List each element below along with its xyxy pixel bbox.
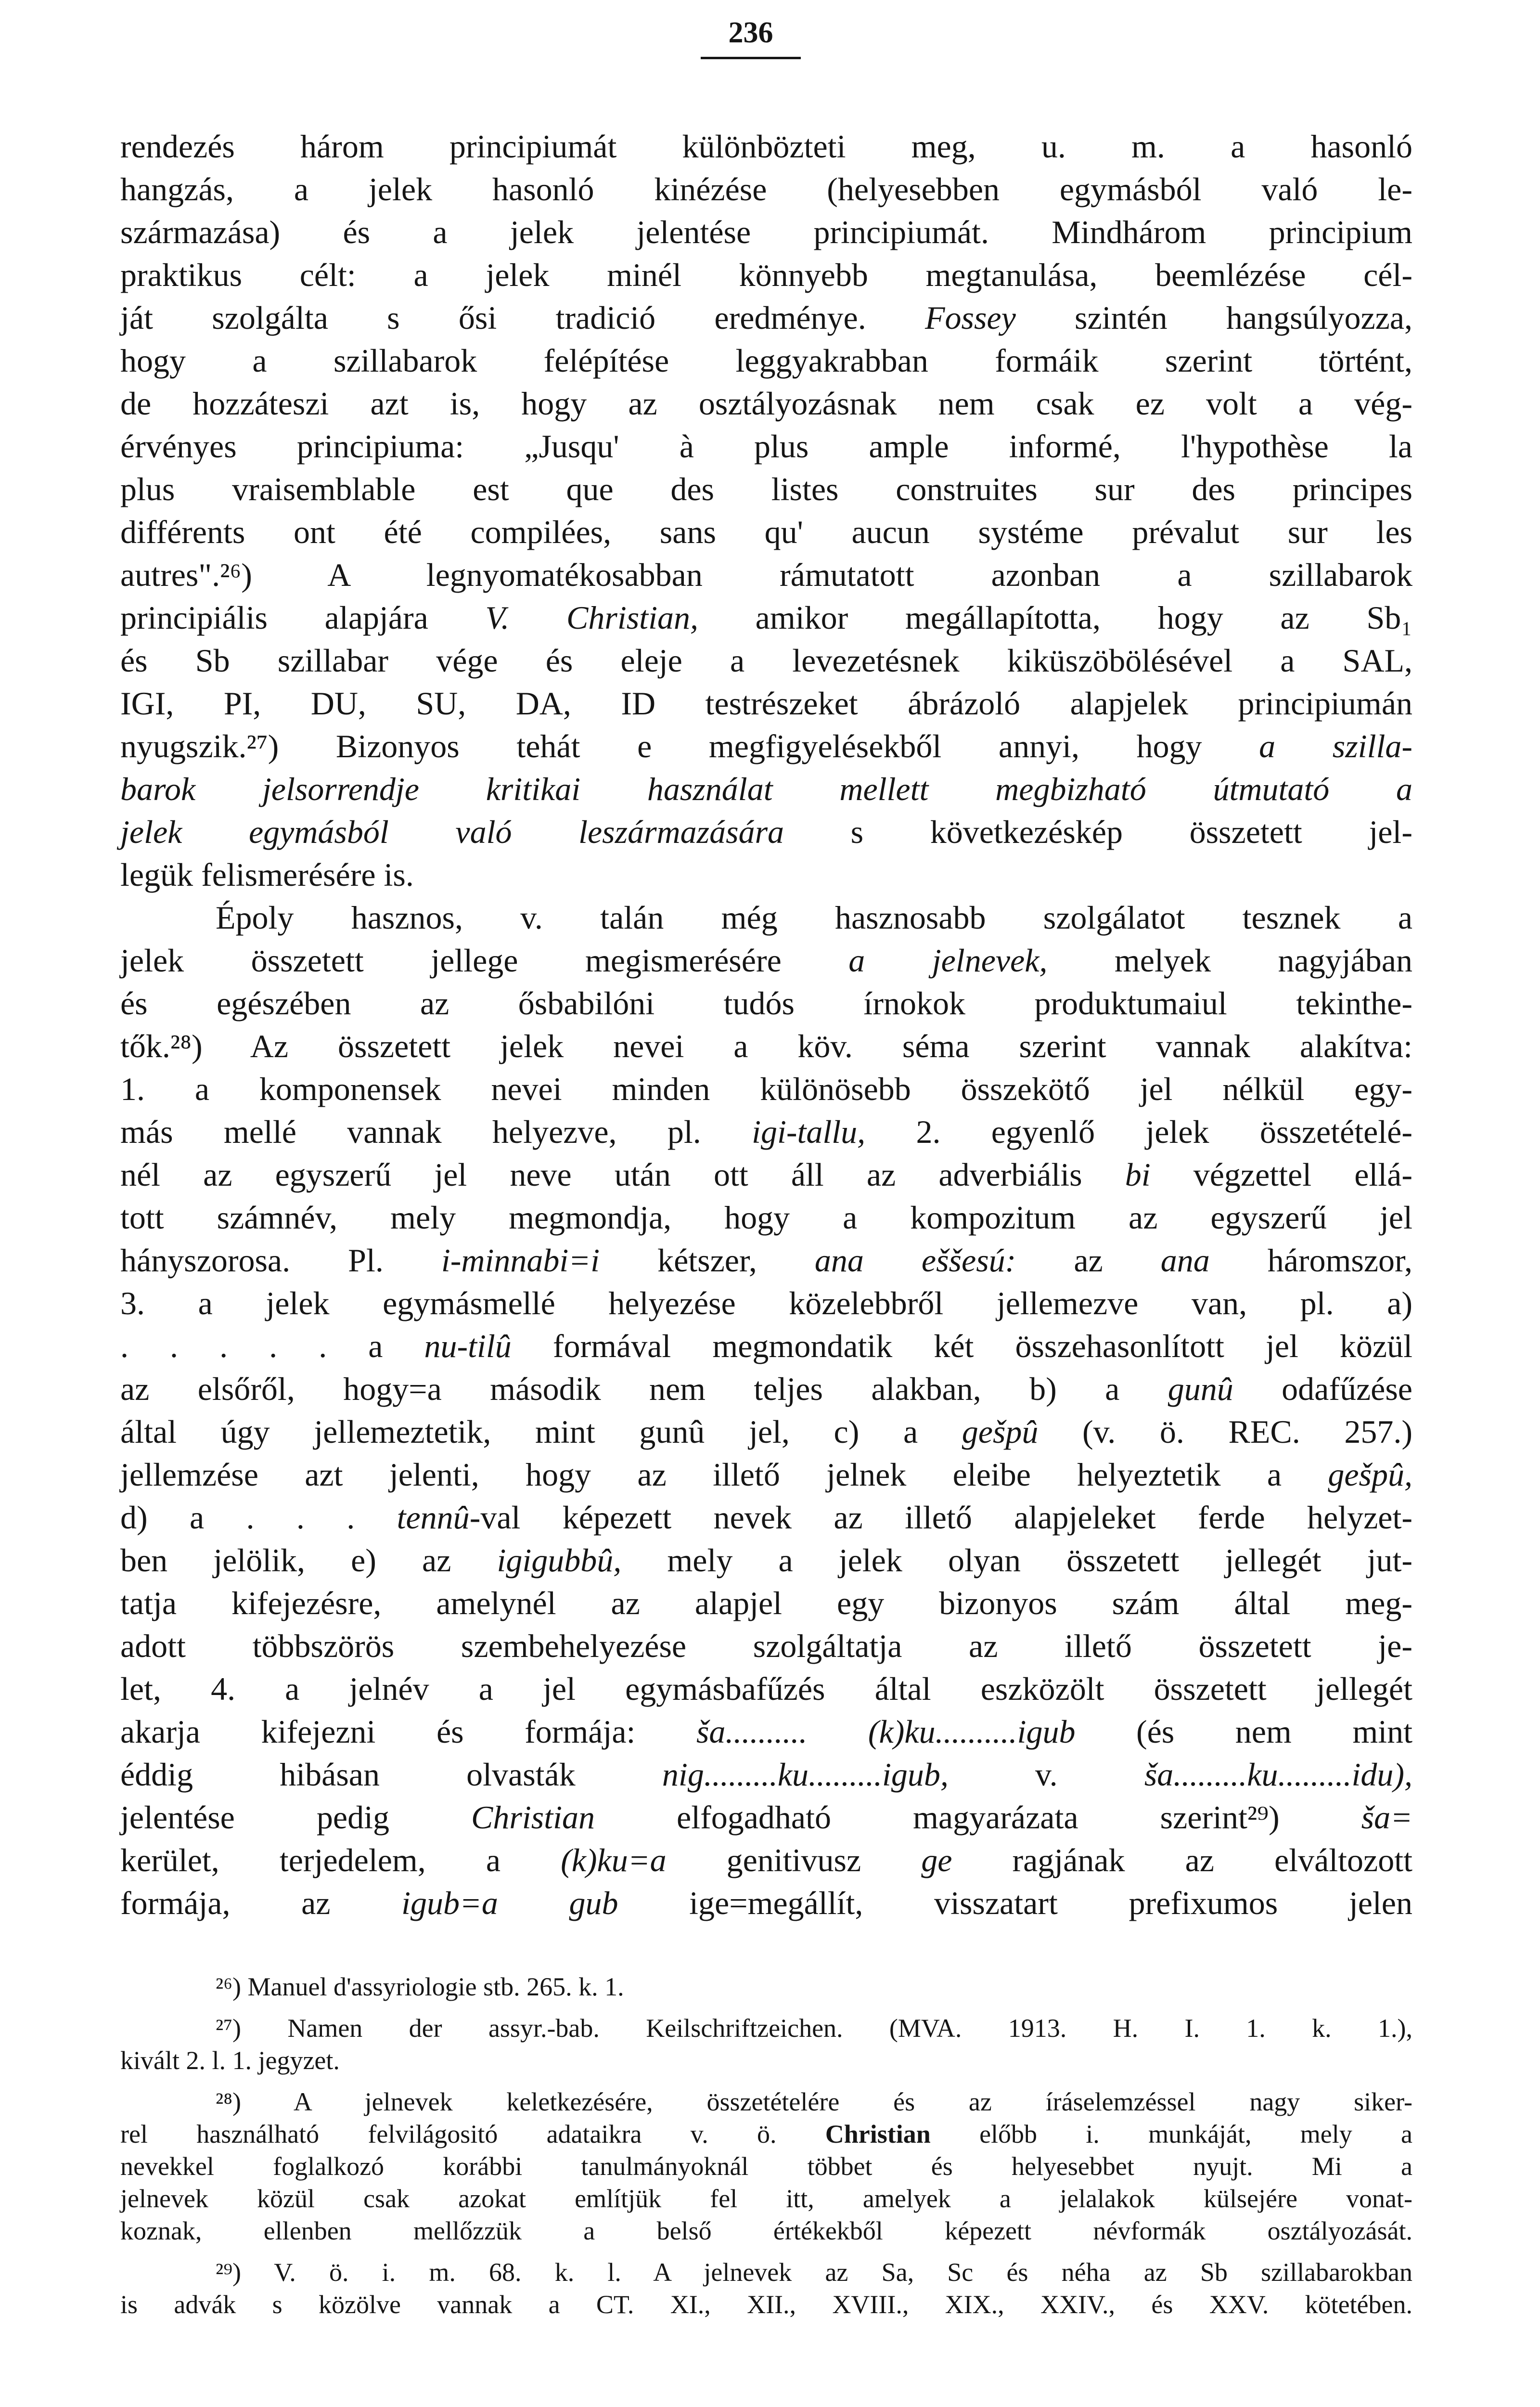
text-line (120, 211, 1412, 254)
text-line (120, 1582, 1412, 1625)
text-segment: tatja kifejezésre, amelynél az alapjel egy bizonyos szám által meg- (120, 1585, 1412, 1621)
text-segment: melyek nagyjában (1047, 942, 1412, 979)
italic-text: igub=a gub (401, 1885, 618, 1921)
italic-text: gunû (1168, 1371, 1233, 1407)
text-line (120, 2183, 1412, 2215)
text-segment: tott számnév, mely megmondja, hogy a kompozitum az egyszerű jel (120, 1199, 1412, 1236)
text-segment: származása) és a jelek jelentése principiumát. Mindhárom principium (120, 214, 1412, 250)
text-segment: nyugszik.²⁷) Bizonyos tehát e megfigyelésekből annyi, hogy (120, 728, 1259, 764)
text-segment: formája, az (120, 1885, 402, 1921)
italic-text: ša= (1361, 1799, 1412, 1836)
text-line (120, 1368, 1412, 1411)
text-line (120, 1453, 1412, 1496)
text-line (120, 2215, 1412, 2247)
text-segment: différents ont été compilées, sans qu' aucun systéme prévalut sur les (120, 514, 1412, 550)
text-segment: ben jelölik, e) az (120, 1542, 497, 1579)
text-segment: hogy a szillabarok felépítése leggyakrabban formáik szerint történt, (120, 342, 1412, 379)
text-segment: d) a . . . (120, 1499, 397, 1536)
text-line (120, 468, 1412, 511)
text-line (120, 1971, 1412, 2003)
text-segment: -val képezett nevek az illető alapjeleket ferde helyzet- (469, 1499, 1412, 1536)
text-segment: jelek összetett jellege megismerésére (120, 942, 849, 979)
text-segment: jelentése pedig (120, 1799, 472, 1836)
italic-text: igi-tallu, (752, 1113, 866, 1150)
text-line (120, 2118, 1412, 2150)
text-line (120, 596, 1412, 639)
text-segment: IGI, PI, DU, SU, DA, ID testrészeket ábrázoló alapjelek principiumán (120, 685, 1412, 722)
text-segment: kerület, terjedelem, a (120, 1842, 561, 1878)
text-line (120, 1325, 1412, 1368)
text-segment: is advák s közölve vannak a CT. XI., XII., XVIII., XIX., XXIV., és XXV. kötetében. (120, 2290, 1412, 2319)
text-line (120, 1282, 1412, 1325)
text-segment: hangzás, a jelek hasonló kinézése (helyesebben egymásból való le- (120, 171, 1412, 207)
text-segment: plus vraisemblable est que des listes construites sur des principes (120, 471, 1412, 507)
text-line (120, 339, 1412, 382)
text-segment: érvényes principiuma: „Jusqu' à plus ample informé, l'hypothèse la (120, 428, 1412, 465)
text-segment: akarja kifejezni és formája: (120, 1713, 696, 1750)
text-segment: praktikus célt: a jelek minél könnyebb megtanulása, beemlézése cél- (120, 257, 1412, 293)
text-segment: v. (948, 1756, 1144, 1793)
footnote-26 (120, 1971, 1412, 2003)
text-segment: kivált 2. l. 1. jegyzet. (120, 2046, 340, 2075)
footnotes (120, 1971, 1412, 2321)
text-line (120, 768, 1412, 811)
text-segment: szintén hangsúlyozza, (1015, 299, 1413, 336)
italic-text: nu-tilû (424, 1328, 512, 1364)
italic-text: (k)ku=a (561, 1842, 667, 1878)
text-segment: nevekkel foglalkozó korábbi tanulmányoknál többet és helyesebbet nyujt. Mi a (120, 2152, 1412, 2181)
text-line (120, 939, 1412, 982)
text-segment: autres".²⁶) A legnyomatékosabban rámutatott azonban a szillabarok (120, 556, 1412, 593)
text-segment: ragjának az elváltozott (952, 1842, 1412, 1878)
text-line (120, 1068, 1412, 1111)
text-segment: de hozzáteszi azt is, hogy az osztályozásnak nem csak ez volt a vég- (120, 385, 1412, 422)
text-segment: ját szolgálta s ősi tradició eredménye. (120, 299, 925, 336)
text-line (120, 639, 1412, 682)
bold-text: Christian (825, 2120, 931, 2148)
text-segment: éddig hibásan olvasták (120, 1756, 662, 1793)
text-segment: odafűzése (1233, 1371, 1412, 1407)
paragraph (120, 125, 1412, 896)
text-line (120, 1625, 1412, 1668)
text-line (120, 2045, 1412, 2077)
text-line (120, 554, 1412, 596)
text-line (120, 1668, 1412, 1710)
text-line (120, 1239, 1412, 1282)
footnote-27 (120, 2012, 1412, 2077)
text-line (120, 1839, 1412, 1882)
text-segment: háromszor, (1209, 1242, 1412, 1279)
text-segment: által úgy jellemeztetik, mint gunû jel, c) a (120, 1413, 962, 1450)
text-segment: let, 4. a jelnév a jel egymásbafűzés által eszközölt összetett jellegét (120, 1670, 1412, 1707)
italic-text: igigubbû, (497, 1542, 622, 1579)
text-segment: tők.²⁸) Az összetett jelek nevei a köv. séma szerint vannak alakítva: (120, 1028, 1412, 1064)
text-line (120, 1753, 1412, 1796)
text-line (120, 725, 1412, 768)
italic-text: ša.........ku.........idu), (1144, 1756, 1412, 1793)
page-number: 236 (728, 16, 773, 49)
text-segment: előbb i. munkáját, mely a (930, 2120, 1412, 2148)
text-line (120, 896, 1412, 939)
text-line (120, 2256, 1412, 2289)
text-line (120, 511, 1412, 554)
text-line (120, 1796, 1412, 1839)
text-line (120, 425, 1412, 468)
text-segment: 2. egyenlő jelek összetételé- (865, 1113, 1413, 1150)
text-segment: Époly hasznos, v. talán még hasznosabb szolgálatot tesznek a (216, 899, 1412, 936)
text-line (120, 1153, 1412, 1196)
text-line (120, 2289, 1412, 2321)
italic-text: Christian (471, 1799, 595, 1836)
text-line (120, 297, 1412, 339)
italic-text: gešpû (962, 1413, 1039, 1450)
text-segment: az elsőről, hogy=a második nem teljes alakban, b) a (120, 1371, 1168, 1407)
text-segment: mely a jelek olyan összetett jellegét jut- (621, 1542, 1412, 1579)
text-segment: ²⁸) A jelnevek keletkezésére, összetételére és az íráselemzéssel nagy siker- (216, 2087, 1412, 2116)
text-segment: végzettel ellá- (1150, 1156, 1412, 1193)
text-segment: elfogadható magyarázata szerint²⁹) (594, 1799, 1361, 1836)
text-segment: hányszorosa. Pl. (120, 1242, 441, 1279)
italic-text: i-minnabi=i (441, 1242, 600, 1279)
italic-text: tennû (397, 1499, 470, 1536)
italic-text: nig.........ku.........igub, (662, 1756, 949, 1793)
text-segment: jelnevek közül csak azokat említjük fel itt, amelyek a jelalakok külsejére vonat- (120, 2184, 1412, 2213)
text-line (120, 2012, 1412, 2045)
text-segment: és egészében az ősbabilóni tudós írnokok produktumaiul tekinthe- (120, 985, 1412, 1022)
text-line (120, 1025, 1412, 1068)
text-line (120, 1539, 1412, 1582)
text-segment: adott többszörös szembehelyezése szolgáltatja az illető összetett je- (120, 1628, 1412, 1664)
text-segment: az (1016, 1242, 1161, 1279)
text-line (120, 1710, 1412, 1753)
text-segment: ²⁶) Manuel d'assyriologie stb. 265. k. 1. (216, 1972, 624, 2001)
text-line (120, 254, 1412, 297)
text-line (120, 811, 1412, 854)
text-line (120, 982, 1412, 1025)
italic-text: ana (1160, 1242, 1210, 1279)
italic-text: jelek egymásból való leszármazására (120, 814, 784, 850)
text-line (120, 682, 1412, 725)
text-segment: rel használható felvilágositó adataikra v. ö. (120, 2120, 825, 2148)
text-segment: s következéskép összetett jel- (784, 814, 1412, 850)
text-segment: rendezés három principiumát különbözteti meg, u. m. a hasonló (120, 128, 1412, 165)
italic-text: barok jelsorrendje kritikai használat mellett megbizható útmutató a (120, 771, 1412, 807)
italic-text: bi (1125, 1156, 1151, 1193)
text-segment: formával megmondatik két összehasonlított jel közül (511, 1328, 1412, 1364)
text-segment: és Sb szillabar vége és eleje a levezetésnek kiküszöbölésével a SAL, (120, 642, 1412, 679)
text-line (120, 1411, 1412, 1453)
text-segment: legük felismerésére is. (120, 856, 414, 893)
text-line (120, 854, 1412, 896)
text-line (120, 1496, 1412, 1539)
text-line (120, 1196, 1412, 1239)
text-line (120, 1882, 1412, 1925)
text-segment: (v. ö. REC. 257.) (1038, 1413, 1412, 1450)
italic-text: gešpû, (1328, 1456, 1412, 1493)
text-segment: ²⁹) V. ö. i. m. 68. k. l. A jelnevek az Sa, Sc és néha az Sb szillabarokban (216, 2258, 1412, 2287)
italic-text: a jelnevek, (848, 942, 1048, 979)
text-segment: koznak, ellenben mellőzzük a belső értékekből képezett névformák osztályozását. (120, 2216, 1412, 2245)
text-segment (807, 1713, 868, 1750)
italic-text: ša.......... (696, 1713, 808, 1750)
text-line (120, 125, 1412, 168)
text-segment: amikor megállapította, hogy az Sb₁ (698, 599, 1412, 636)
text-line (120, 382, 1412, 425)
text-segment: 3. a jelek egymásmellé helyezése közelebbről jellemezve van, pl. a) (120, 1285, 1412, 1321)
text-segment: principiális alapjára (120, 599, 486, 636)
text-line (120, 1111, 1412, 1153)
text-segment: ²⁷) Namen der assyr.-bab. Keilschriftzeichen. (MVA. 1913. H. I. 1. k. 1.), (216, 2014, 1412, 2043)
text-segment: (és nem mint (1075, 1713, 1412, 1750)
italic-text: (k)ku..........igub (868, 1713, 1076, 1750)
text-line (120, 168, 1412, 211)
italic-text: ge (921, 1842, 952, 1878)
text-segment: kétszer, (600, 1242, 815, 1279)
footnote-29 (120, 2256, 1412, 2321)
text-segment: 1. a komponensek nevei minden különösebb összekötő jel nélkül egy- (120, 1071, 1412, 1107)
text-segment: genitivusz (666, 1842, 922, 1878)
italic-text: V. Christian, (485, 599, 698, 636)
body-text (120, 125, 1412, 1925)
text-segment: . . . . . a (120, 1328, 424, 1364)
text-segment: nél az egyszerű jel neve után ott áll az adverbiális (120, 1156, 1125, 1193)
page-number-rule (701, 57, 801, 59)
text-segment: jellemzése azt jelenti, hogy az illető jelnek eleibe helyeztetik a (120, 1456, 1328, 1493)
italic-text: ana eššesú: (814, 1242, 1016, 1279)
text-segment: ige=megállít, visszatart prefixumos jelen (618, 1885, 1412, 1921)
text-segment: más mellé vannak helyezve, pl. (120, 1113, 752, 1150)
text-line (120, 2150, 1412, 2183)
text-line (120, 2086, 1412, 2118)
italic-text: Fossey (924, 299, 1016, 336)
paragraph (120, 896, 1412, 1925)
italic-text: a szilla- (1259, 728, 1412, 764)
footnote-28 (120, 2086, 1412, 2247)
